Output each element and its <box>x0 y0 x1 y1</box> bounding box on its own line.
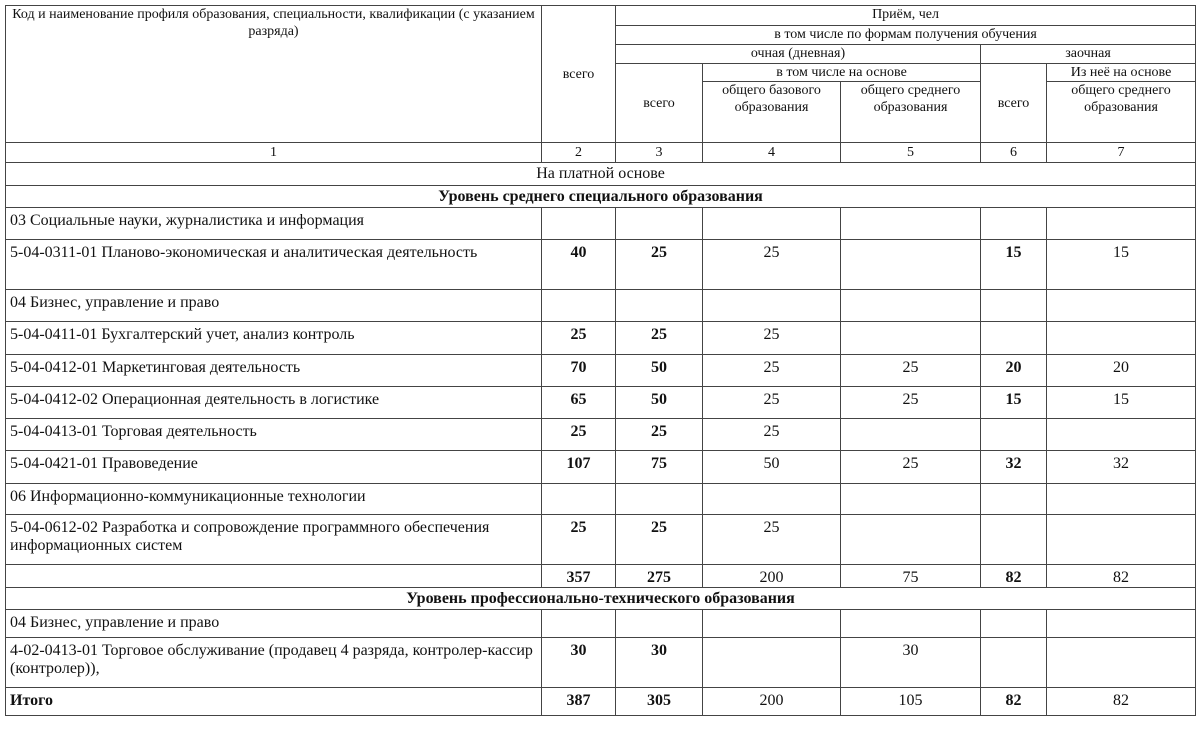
table-row <box>6 610 1196 638</box>
row-label: 5-04-0421-01 Правоведение <box>6 451 542 484</box>
row-value: 32 <box>981 451 1047 484</box>
table-row <box>6 451 1196 484</box>
row-value: 25 <box>616 322 703 355</box>
row-value <box>841 240 981 290</box>
row-value <box>981 419 1047 451</box>
row-value: 32 <box>1047 451 1196 484</box>
row-value: 25 <box>542 419 616 451</box>
row-label: 4-02-0413-01 Торговое обслуживание (продавец 4 разряда, контролер-кассир (контролер)), <box>6 638 542 688</box>
row-value: 25 <box>703 355 841 387</box>
row-value: 200 <box>703 688 841 716</box>
total-row <box>6 688 1196 716</box>
row-value: 25 <box>841 355 981 387</box>
row-label: 5-04-0311-01 Планово-экономическая и аналитическая деятельность <box>6 240 542 290</box>
row-value <box>1047 208 1196 240</box>
row-value: 25 <box>703 515 841 565</box>
table-row <box>6 355 1196 387</box>
row-value <box>981 484 1047 515</box>
header-by-forms: в том числе по формам получения обучения <box>616 26 1196 45</box>
table-row <box>6 515 1196 565</box>
row-value: 25 <box>542 515 616 565</box>
header-zaoch-basis: Из неё на основе <box>1047 64 1196 82</box>
row-value <box>542 484 616 515</box>
row-value <box>616 484 703 515</box>
row-value <box>841 290 981 322</box>
row-value <box>616 208 703 240</box>
row-value: 25 <box>542 322 616 355</box>
row-value: 75 <box>841 565 981 588</box>
column-number: 7 <box>1047 143 1196 163</box>
admission-table <box>5 5 1196 716</box>
row-value <box>1047 515 1196 565</box>
row-value <box>981 208 1047 240</box>
row-value <box>1047 322 1196 355</box>
table-row <box>6 240 1196 290</box>
row-value: 30 <box>616 638 703 688</box>
row-value: 305 <box>616 688 703 716</box>
row-value: 20 <box>1047 355 1196 387</box>
row-value: 40 <box>542 240 616 290</box>
table-row <box>6 387 1196 419</box>
row-value <box>703 610 841 638</box>
table-row <box>6 208 1196 240</box>
header-och-basic: общего базового образования <box>703 82 841 143</box>
row-value <box>1047 419 1196 451</box>
header-profile: Код и наименование профиля образования, специальности, квалификации (с указанием разряда) <box>6 6 542 143</box>
row-value: 30 <box>841 638 981 688</box>
row-value: 50 <box>703 451 841 484</box>
row-value: 25 <box>616 515 703 565</box>
row-value: 200 <box>703 565 841 588</box>
row-value: 82 <box>1047 688 1196 716</box>
band-paid: На платной основе <box>6 163 1196 186</box>
column-number: 1 <box>6 143 542 163</box>
row-label: 5-04-0413-01 Торговая деятельность <box>6 419 542 451</box>
row-value <box>542 208 616 240</box>
row-value <box>981 515 1047 565</box>
row-value: 15 <box>981 387 1047 419</box>
row-value: 25 <box>703 419 841 451</box>
row-value: 25 <box>703 387 841 419</box>
row-value: 20 <box>981 355 1047 387</box>
row-value: 50 <box>616 355 703 387</box>
row-value <box>841 322 981 355</box>
row-value: 105 <box>841 688 981 716</box>
row-value <box>841 515 981 565</box>
header-zaochnaya: заочная <box>981 45 1196 64</box>
row-label: 5-04-0412-01 Маркетинговая деятельность <box>6 355 542 387</box>
row-value <box>981 290 1047 322</box>
row-label: 04 Бизнес, управление и право <box>6 610 542 638</box>
row-value <box>841 419 981 451</box>
row-value: 50 <box>616 387 703 419</box>
row-label: 5-04-0412-02 Операционная деятельность в логистике <box>6 387 542 419</box>
column-number: 5 <box>841 143 981 163</box>
row-value <box>616 290 703 322</box>
header-zaoch-secondary: общего среднего образования <box>1047 82 1196 143</box>
row-value <box>841 610 981 638</box>
row-value <box>703 290 841 322</box>
row-value: 70 <box>542 355 616 387</box>
row-value: 25 <box>841 387 981 419</box>
header-och-total: всего <box>616 64 703 143</box>
row-value: 75 <box>616 451 703 484</box>
row-value: 387 <box>542 688 616 716</box>
row-value <box>703 638 841 688</box>
row-label: 5-04-0411-01 Бухгалтерский учет, анализ контроль <box>6 322 542 355</box>
row-value: 15 <box>981 240 1047 290</box>
row-value: 65 <box>542 387 616 419</box>
header-zaoch-total: всего <box>981 64 1047 143</box>
row-label: 04 Бизнес, управление и право <box>6 290 542 322</box>
subtotal-row <box>6 565 1196 588</box>
row-value <box>703 208 841 240</box>
header-och-basis: в том числе на основе <box>703 64 981 82</box>
row-value: 82 <box>981 565 1047 588</box>
row-value: 107 <box>542 451 616 484</box>
row-label <box>6 565 542 588</box>
row-value: 25 <box>703 240 841 290</box>
row-value: 30 <box>542 638 616 688</box>
row-value <box>542 290 616 322</box>
row-value <box>542 610 616 638</box>
row-value <box>981 322 1047 355</box>
header-priem: Приём, чел <box>616 6 1196 26</box>
table-row <box>6 322 1196 355</box>
row-value: 15 <box>1047 240 1196 290</box>
row-label: 03 Социальные науки, журналистика и информация <box>6 208 542 240</box>
row-value: 15 <box>1047 387 1196 419</box>
row-value: 25 <box>703 322 841 355</box>
band-level-sso: Уровень среднего специального образования <box>6 186 1196 208</box>
row-value <box>1047 610 1196 638</box>
row-value <box>841 208 981 240</box>
row-label: 5-04-0612-02 Разработка и сопровождение программного обеспечения информационных систем <box>6 515 542 565</box>
row-value <box>1047 638 1196 688</box>
column-numbers-row <box>6 143 1196 163</box>
column-number: 3 <box>616 143 703 163</box>
column-number: 2 <box>542 143 616 163</box>
row-value <box>1047 484 1196 515</box>
band-level-pto: Уровень профессионально-технического образования <box>6 588 1196 610</box>
row-value: 82 <box>1047 565 1196 588</box>
row-label: 06 Информационно-коммуникационные технологии <box>6 484 542 515</box>
header-total: всего <box>542 6 616 143</box>
row-value <box>1047 290 1196 322</box>
header-och-secondary: общего среднего образования <box>841 82 981 143</box>
row-value: 275 <box>616 565 703 588</box>
column-number: 6 <box>981 143 1047 163</box>
row-value <box>841 484 981 515</box>
table-row <box>6 638 1196 688</box>
table-row <box>6 484 1196 515</box>
row-value: 25 <box>616 419 703 451</box>
table-row <box>6 290 1196 322</box>
row-value <box>703 484 841 515</box>
header-ochnaya: очная (дневная) <box>616 45 981 64</box>
row-label: Итого <box>6 688 542 716</box>
row-value <box>981 638 1047 688</box>
row-value: 25 <box>841 451 981 484</box>
row-value <box>981 610 1047 638</box>
row-value: 25 <box>616 240 703 290</box>
row-value: 357 <box>542 565 616 588</box>
row-value <box>616 610 703 638</box>
row-value: 82 <box>981 688 1047 716</box>
column-number: 4 <box>703 143 841 163</box>
table-row <box>6 419 1196 451</box>
